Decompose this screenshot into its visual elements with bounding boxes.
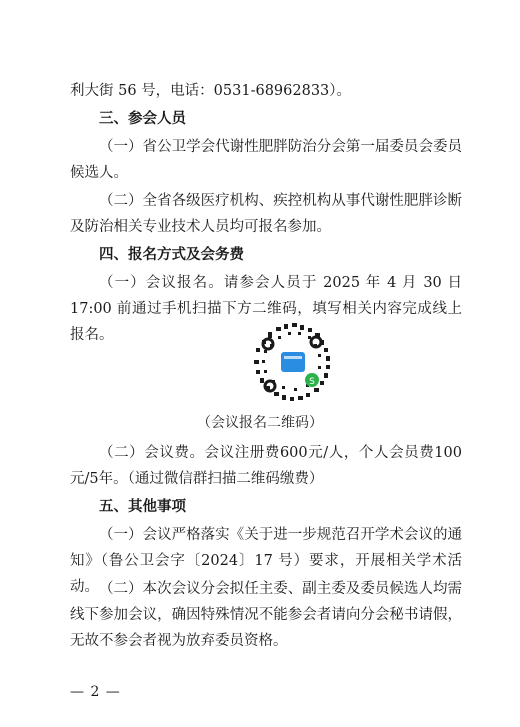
qr-code-icon bbox=[248, 318, 338, 408]
paragraph-address: 利大街 56 号，电话：0531-68962833）。 bbox=[70, 83, 352, 99]
svg-text:S: S bbox=[309, 377, 315, 387]
registration-qr-code[interactable] bbox=[248, 318, 338, 408]
paragraph-other-2: （二）本次会议分会拟任主委、副主委及委员候选人均需线下参加会议，确因特殊情况不能参会者请向分会秘书请假，无故不参会者视为放弃委员资格。 bbox=[70, 581, 462, 649]
paragraph-registration: （一）会议报名。请参会人员于 2025 年 4 月 30 日 17:00 前通过手机扫描下方二维码，填写相关内容完成线上报名。 bbox=[70, 275, 462, 343]
section-heading-participants: 三、参会人员 bbox=[99, 111, 186, 127]
paragraph-other-1: （一）会议严格落实《关于进一步规范召开学术会议的通知》（鲁公卫会字〔2024〕17 号）要求，开展相关学术活动。 bbox=[70, 527, 462, 595]
section-heading-registration: 四、报名方式及会务费 bbox=[99, 247, 244, 263]
qr-caption: （会议报名二维码） bbox=[197, 415, 323, 431]
paragraph-fees: （二）会议费。会议注册费600元/人，个人会员费100元/5年。（通过微信群扫描二维码缴费） bbox=[70, 445, 462, 487]
paragraph-participants-2: （二）全省各级医疗机构、疾控机构从事代谢性肥胖诊断及防治相关专业技术人员均可报名参加。 bbox=[70, 193, 462, 235]
section-heading-other: 五、其他事项 bbox=[99, 499, 186, 515]
paragraph-participants-1: （一）省公卫学会代谢性肥胖防治分会第一届委员会委员候选人。 bbox=[70, 139, 462, 181]
page-number: — 2 — bbox=[70, 684, 121, 700]
